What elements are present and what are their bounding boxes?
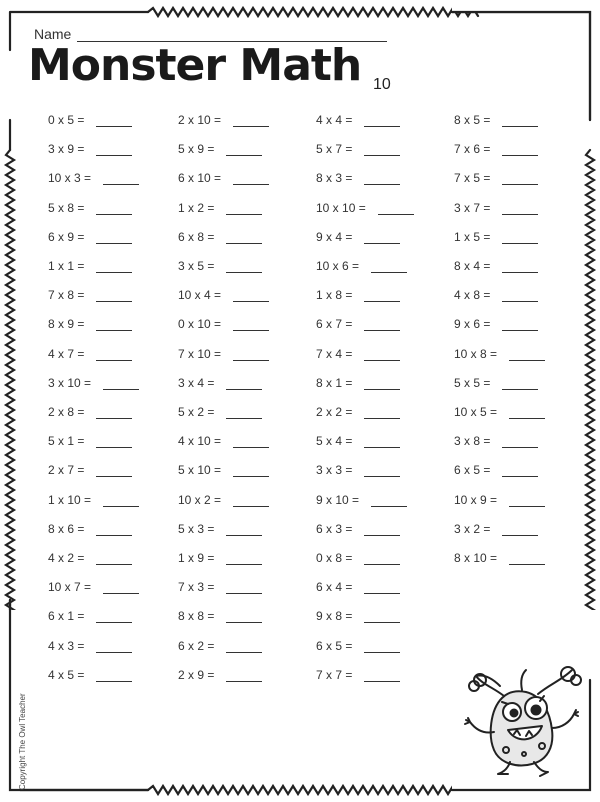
answer-blank[interactable] — [233, 291, 269, 302]
problem — [178, 228, 262, 244]
answer-blank[interactable] — [364, 291, 400, 302]
problem-text: 8 x 1 = — [316, 376, 353, 390]
problem — [454, 374, 538, 390]
problem-grid — [0, 111, 600, 711]
problem-text: 6 x 1 = — [48, 609, 85, 623]
problem-text: 10 x 7 = — [48, 580, 92, 594]
problem-text: 1 x 10 = — [48, 493, 92, 507]
problem — [178, 578, 262, 594]
problem — [454, 461, 538, 477]
problem-text: 7 x 5 = — [454, 171, 491, 185]
problem-text: 7 x 3 = — [178, 580, 215, 594]
problem — [316, 666, 400, 682]
problem — [454, 315, 538, 331]
problem-text: 7 x 10 = — [178, 347, 222, 361]
problem-text: 8 x 9 = — [48, 317, 85, 331]
problem-text: 8 x 4 = — [454, 259, 491, 273]
name-label: Name — [34, 26, 72, 42]
answer-blank[interactable] — [226, 671, 262, 682]
answer-blank[interactable] — [509, 496, 545, 507]
problem — [316, 403, 400, 419]
problem-text: 5 x 2 = — [178, 405, 215, 419]
problem-text: 1 x 9 = — [178, 551, 215, 565]
problem-text: 10 x 3 = — [48, 171, 92, 185]
problem — [48, 140, 132, 156]
worksheet-number: 10 — [373, 76, 391, 93]
problem-text: 2 x 9 = — [178, 668, 215, 682]
problem-text: 8 x 10 = — [454, 551, 498, 565]
answer-blank[interactable] — [502, 525, 538, 536]
monster-illustration — [462, 658, 586, 782]
answer-blank[interactable] — [96, 612, 132, 623]
problem-text: 1 x 1 = — [48, 259, 85, 273]
answer-blank[interactable] — [364, 379, 400, 390]
problem — [316, 578, 400, 594]
answer-blank[interactable] — [226, 642, 262, 653]
answer-blank[interactable] — [364, 408, 400, 419]
problem-text: 5 x 1 = — [48, 434, 85, 448]
problem — [48, 315, 132, 331]
problem-text: 6 x 5 = — [316, 639, 353, 653]
problem-text: 3 x 3 = — [316, 463, 353, 477]
problem-text: 10 x 5 = — [454, 405, 498, 419]
problem-text: 9 x 10 = — [316, 493, 360, 507]
answer-blank[interactable] — [226, 204, 262, 215]
problem — [48, 491, 139, 507]
answer-blank[interactable] — [364, 233, 400, 244]
problem — [48, 637, 132, 653]
answer-blank[interactable] — [364, 174, 400, 185]
problem — [316, 549, 400, 565]
problem-text: 4 x 3 = — [48, 639, 85, 653]
worksheet-title: Monster Math — [28, 40, 362, 91]
problem — [178, 374, 262, 390]
problem — [178, 257, 262, 273]
answer-blank[interactable] — [96, 320, 132, 331]
answer-blank[interactable] — [103, 496, 139, 507]
answer-blank[interactable] — [364, 350, 400, 361]
problem — [454, 257, 538, 273]
answer-blank[interactable] — [233, 116, 269, 127]
problem — [48, 169, 139, 185]
problem — [454, 549, 545, 565]
problem — [178, 403, 262, 419]
answer-blank[interactable] — [502, 437, 538, 448]
answer-blank[interactable] — [103, 174, 139, 185]
problem — [454, 228, 538, 244]
problem — [178, 461, 269, 477]
problem-text: 5 x 3 = — [178, 522, 215, 536]
problem — [454, 491, 545, 507]
answer-blank[interactable] — [502, 145, 538, 156]
answer-blank[interactable] — [96, 145, 132, 156]
problem-text: 4 x 4 = — [316, 113, 353, 127]
problem-text: 2 x 7 = — [48, 463, 85, 477]
answer-blank[interactable] — [364, 466, 400, 477]
answer-blank[interactable] — [103, 379, 139, 390]
problem — [316, 315, 400, 331]
problem — [454, 345, 545, 361]
answer-blank[interactable] — [96, 437, 132, 448]
answer-blank[interactable] — [509, 408, 545, 419]
answer-blank[interactable] — [96, 350, 132, 361]
problem-text: 0 x 5 = — [48, 113, 85, 127]
problem — [316, 432, 400, 448]
answer-blank[interactable] — [364, 671, 400, 682]
problem-text: 5 x 8 = — [48, 201, 85, 215]
problem — [454, 403, 545, 419]
problem-text: 4 x 10 = — [178, 434, 222, 448]
problem — [48, 286, 132, 302]
problem — [178, 520, 262, 536]
answer-blank[interactable] — [364, 583, 400, 594]
problem-text: 1 x 8 = — [316, 288, 353, 302]
answer-blank[interactable] — [103, 583, 139, 594]
problem-text: 1 x 2 = — [178, 201, 215, 215]
problem-text: 3 x 10 = — [48, 376, 92, 390]
answer-blank[interactable] — [364, 437, 400, 448]
problem — [178, 607, 262, 623]
answer-blank[interactable] — [364, 320, 400, 331]
problem — [178, 286, 269, 302]
answer-blank[interactable] — [226, 145, 262, 156]
problem-text: 2 x 8 = — [48, 405, 85, 419]
answer-blank[interactable] — [502, 116, 538, 127]
answer-blank[interactable] — [233, 437, 269, 448]
problem — [178, 666, 262, 682]
answer-blank[interactable] — [233, 320, 269, 331]
answer-blank[interactable] — [226, 262, 262, 273]
problem — [178, 345, 269, 361]
answer-blank[interactable] — [226, 233, 262, 244]
problem — [48, 461, 132, 477]
problem-text: 6 x 4 = — [316, 580, 353, 594]
answer-blank[interactable] — [96, 204, 132, 215]
answer-blank[interactable] — [233, 496, 269, 507]
problem — [48, 228, 132, 244]
problem-text: 3 x 8 = — [454, 434, 491, 448]
answer-blank[interactable] — [96, 116, 132, 127]
problem-text: 7 x 7 = — [316, 668, 353, 682]
problem — [178, 432, 269, 448]
problem-text: 5 x 7 = — [316, 142, 353, 156]
problem — [178, 637, 262, 653]
answer-blank[interactable] — [96, 262, 132, 273]
problem — [48, 607, 132, 623]
problem-text: 3 x 9 = — [48, 142, 85, 156]
problem-text: 4 x 7 = — [48, 347, 85, 361]
problem — [454, 286, 538, 302]
problem — [48, 432, 132, 448]
answer-blank[interactable] — [364, 642, 400, 653]
problem — [316, 461, 400, 477]
problem-text: 3 x 7 = — [454, 201, 491, 215]
answer-blank[interactable] — [233, 174, 269, 185]
answer-blank[interactable] — [364, 116, 400, 127]
answer-blank[interactable] — [509, 350, 545, 361]
answer-blank[interactable] — [502, 262, 538, 273]
problem — [454, 140, 538, 156]
problem-text: 0 x 8 = — [316, 551, 353, 565]
answer-blank[interactable] — [226, 583, 262, 594]
problem-text: 0 x 10 = — [178, 317, 222, 331]
problem-text: 2 x 2 = — [316, 405, 353, 419]
answer-blank[interactable] — [364, 525, 400, 536]
answer-blank[interactable] — [226, 379, 262, 390]
problem — [178, 199, 262, 215]
problem — [316, 491, 407, 507]
problem-text: 10 x 8 = — [454, 347, 498, 361]
answer-blank[interactable] — [509, 554, 545, 565]
problem — [178, 491, 269, 507]
problem-text: 6 x 3 = — [316, 522, 353, 536]
problem — [48, 345, 132, 361]
problem-text: 10 x 2 = — [178, 493, 222, 507]
problem — [316, 199, 414, 215]
problem-text: 3 x 4 = — [178, 376, 215, 390]
problem-text: 4 x 2 = — [48, 551, 85, 565]
answer-blank[interactable] — [96, 233, 132, 244]
problem-text: 5 x 5 = — [454, 376, 491, 390]
answer-blank[interactable] — [96, 408, 132, 419]
problem-text: 9 x 8 = — [316, 609, 353, 623]
problem — [316, 520, 400, 536]
problem — [316, 169, 400, 185]
problem-text: 2 x 10 = — [178, 113, 222, 127]
problem — [178, 111, 269, 127]
answer-blank[interactable] — [96, 525, 132, 536]
problem — [316, 111, 400, 127]
answer-blank[interactable] — [96, 671, 132, 682]
problem-text: 3 x 5 = — [178, 259, 215, 273]
answer-blank[interactable] — [233, 350, 269, 361]
problem — [316, 607, 400, 623]
problem-text: 3 x 2 = — [454, 522, 491, 536]
problem-text: 7 x 4 = — [316, 347, 353, 361]
problem-text: 8 x 8 = — [178, 609, 215, 623]
problem — [316, 286, 400, 302]
problem — [48, 520, 132, 536]
problem-text: 5 x 4 = — [316, 434, 353, 448]
answer-blank[interactable] — [96, 466, 132, 477]
problem-text: 9 x 4 = — [316, 230, 353, 244]
problem — [48, 374, 139, 390]
problem — [316, 257, 407, 273]
answer-blank[interactable] — [364, 554, 400, 565]
answer-blank[interactable] — [371, 262, 407, 273]
answer-blank[interactable] — [96, 642, 132, 653]
problem — [316, 374, 400, 390]
copyright-text: Copyright The Owl Teacher — [18, 693, 27, 790]
problem — [48, 403, 132, 419]
problem — [316, 345, 400, 361]
answer-blank[interactable] — [226, 408, 262, 419]
problem-text: 1 x 5 = — [454, 230, 491, 244]
answer-blank[interactable] — [226, 525, 262, 536]
answer-blank[interactable] — [502, 291, 538, 302]
answer-blank[interactable] — [226, 554, 262, 565]
problem-text: 8 x 6 = — [48, 522, 85, 536]
problem — [48, 578, 139, 594]
answer-blank[interactable] — [226, 612, 262, 623]
problem-text: 5 x 10 = — [178, 463, 222, 477]
problem-text: 6 x 9 = — [48, 230, 85, 244]
answer-blank[interactable] — [378, 204, 414, 215]
problem-text: 4 x 8 = — [454, 288, 491, 302]
problem — [178, 169, 269, 185]
problem — [454, 199, 538, 215]
problem — [48, 257, 132, 273]
problem — [454, 111, 538, 127]
problem-text: 6 x 7 = — [316, 317, 353, 331]
problem-text: 6 x 10 = — [178, 171, 222, 185]
problem — [454, 520, 538, 536]
answer-blank[interactable] — [502, 233, 538, 244]
problem-text: 7 x 6 = — [454, 142, 491, 156]
problem-text: 10 x 6 = — [316, 259, 360, 273]
answer-blank[interactable] — [364, 145, 400, 156]
answer-blank[interactable] — [364, 612, 400, 623]
problem — [48, 199, 132, 215]
problem — [316, 140, 400, 156]
answer-blank[interactable] — [233, 466, 269, 477]
answer-blank[interactable] — [96, 291, 132, 302]
answer-blank[interactable] — [371, 496, 407, 507]
problem — [316, 228, 400, 244]
problem-text: 5 x 9 = — [178, 142, 215, 156]
problem-text: 6 x 8 = — [178, 230, 215, 244]
problem-text: 9 x 6 = — [454, 317, 491, 331]
answer-blank[interactable] — [502, 174, 538, 185]
problem-text: 8 x 3 = — [316, 171, 353, 185]
problem-text: 10 x 10 = — [316, 201, 366, 215]
problem-text: 4 x 5 = — [48, 668, 85, 682]
problem — [178, 315, 269, 331]
answer-blank[interactable] — [96, 554, 132, 565]
problem — [48, 549, 132, 565]
problem — [454, 169, 538, 185]
problem — [178, 140, 262, 156]
problem-text: 6 x 2 = — [178, 639, 215, 653]
answer-blank[interactable] — [502, 379, 538, 390]
answer-blank[interactable] — [502, 204, 538, 215]
problem-text: 6 x 5 = — [454, 463, 491, 477]
problem — [178, 549, 262, 565]
problem-text: 8 x 5 = — [454, 113, 491, 127]
problem — [316, 637, 400, 653]
problem-text: 10 x 9 = — [454, 493, 498, 507]
answer-blank[interactable] — [502, 466, 538, 477]
answer-blank[interactable] — [502, 320, 538, 331]
problem — [48, 666, 132, 682]
problem — [48, 111, 132, 127]
problem — [454, 432, 538, 448]
problem-text: 10 x 4 = — [178, 288, 222, 302]
problem-text: 7 x 8 = — [48, 288, 85, 302]
